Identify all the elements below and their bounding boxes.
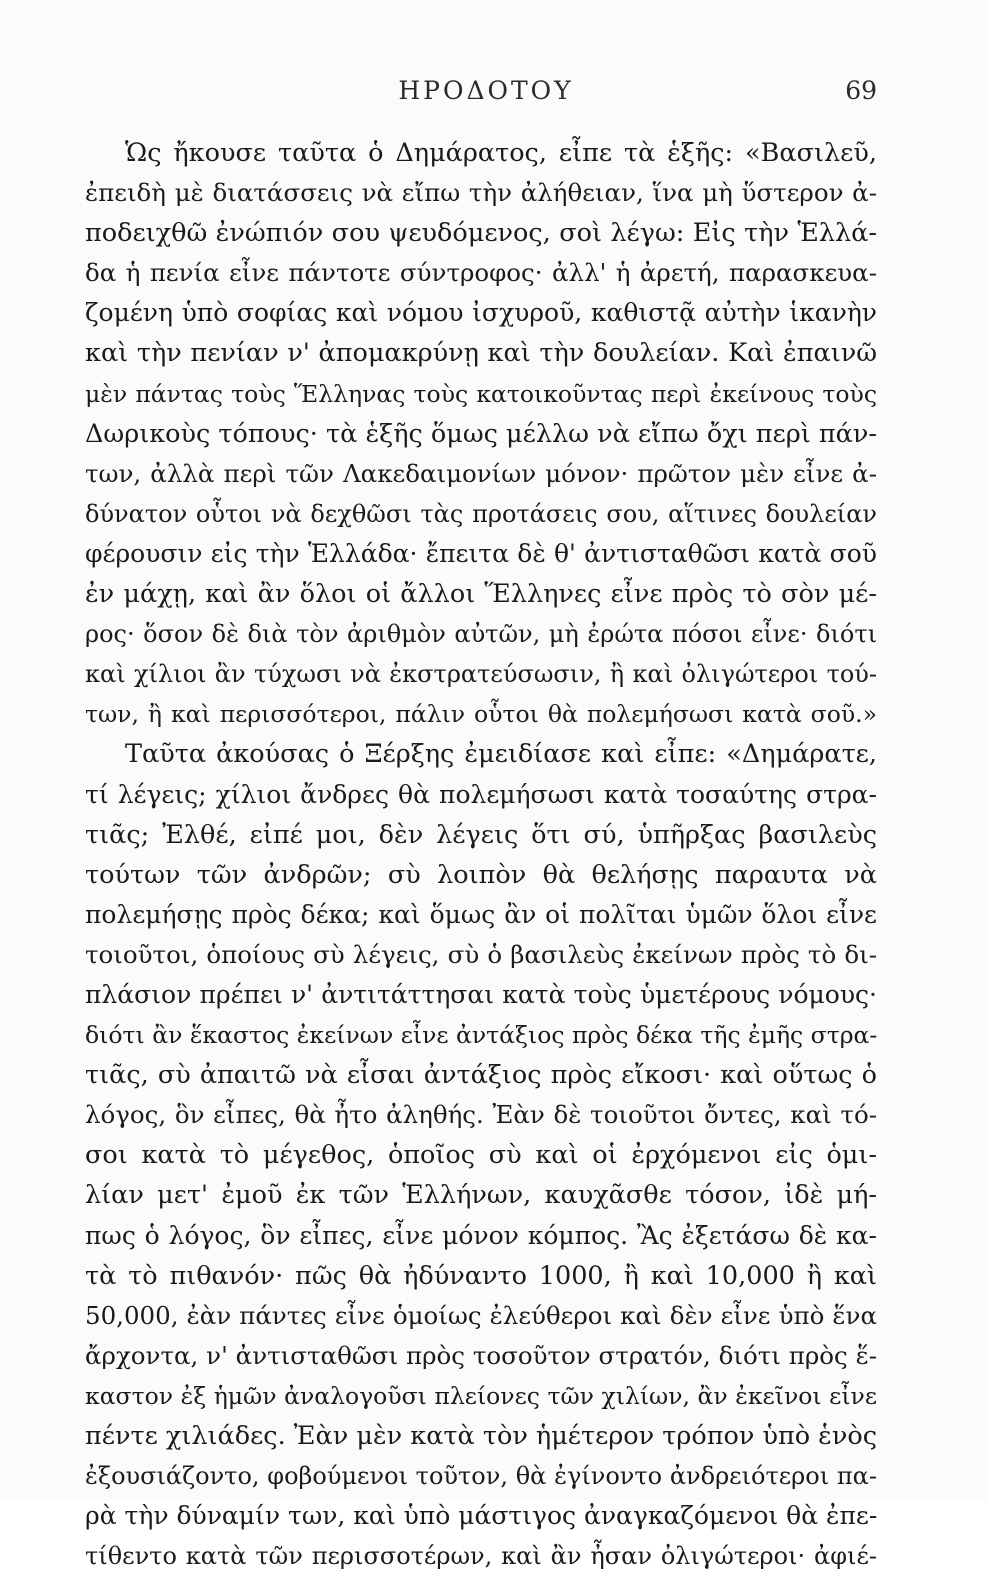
text-line: λίαν μετ' ἐμοῦ ἐκ τῶν Ἑλλήνων, καυχᾶσθε τόσον, ἰδὲ μή- (85, 1180, 877, 1211)
text-line: δα ἡ πενία εἶνε πάντοτε σύντροφος· ἀλλ' ἡ ἀρετή, παρασκευα- (85, 258, 877, 288)
text-line: τίθεντο κατὰ τῶν περισσοτέρων, καὶ ἂν ἦσαν ὀλιγώτεροι· ἀφιέ- (85, 1542, 877, 1571)
text-line: τιᾶς, σὺ ἀπαιτῶ νὰ εἶσαι ἀντάξιος πρὸς εἴκοσι· καὶ οὕτως ὁ (85, 1060, 877, 1091)
running-head (95, 76, 877, 112)
page-number: 69 (845, 76, 877, 105)
text-line: Ταῦτα ἀκούσας ὁ Ξέρξης ἐμειδίασε καὶ εἶπε: «Δημάρατε, (125, 739, 877, 770)
text-line: ποδειχθῶ ἐνώπιόν σου ψευδόμενος, σοὶ λέγω: Εἰς τὴν Ἑλλά- (85, 218, 877, 249)
text-line: δύνατον οὗτοι νὰ δεχθῶσι τὰς προτάσεις σου, αἵτινες δουλείαν (85, 499, 877, 528)
text-line: φέρουσιν εἰς τὴν Ἑλλάδα· ἔπειτα δὲ θ' ἀντισταθῶσι κατὰ σοῦ (85, 538, 877, 568)
text-line: Δωρικοὺς τόπους· τὰ ἑξῆς ὅμως μέλλω νὰ εἴπω ὄχι περὶ πάν- (85, 418, 877, 449)
text-line: καὶ τὴν πενίαν ν' ἀπομακρύνῃ καὶ τὴν δουλείαν. Καὶ ἐπαινῶ (85, 338, 877, 369)
text-line: σοι κατὰ τὸ μέγεθος, ὁποῖος σὺ καὶ οἱ ἐρχόμενοι εἰς ὁμι- (85, 1140, 877, 1171)
text-line: τιᾶς; Ἐλθέ, εἰπέ μοι, δὲν λέγεις ὅτι σύ, ὑπῆρξας βασιλεὺς (85, 819, 877, 850)
text-line: τὰ τὸ πιθανόν· πῶς θὰ ἠδύναντο 1000, ἢ καὶ 10,000 ἢ καὶ (85, 1260, 877, 1291)
text-line: τί λέγεις; χίλιοι ἄνδρες θὰ πολεμήσωσι κατὰ τοσαύτης στρα- (85, 779, 877, 809)
text-line: ζομένη ὑπὸ σοφίας καὶ νόμου ἰσχυροῦ, καθιστᾷ αὐτὴν ἱκανὴν (85, 298, 877, 328)
text-line: πλάσιον πρέπει ν' ἀντιτάττησαι κατὰ τοὺς ὑμετέρους νόμους· (85, 979, 877, 1009)
text-line: μὲν πάντας τοὺς Ἕλληνας τοὺς κατοικοῦντας περὶ ἐκείνους τοὺς (85, 379, 877, 408)
text-line: ρος· ὅσον δὲ διὰ τὸν ἀριθμὸν αὐτῶν, μὴ ἐρώτα πόσοι εἶνε· διότι (85, 620, 877, 649)
text-line: ἄρχοντα, ν' ἀντισταθῶσι πρὸς τοσοῦτον στρατόν, διότι πρὸς ἕ- (85, 1340, 877, 1370)
text-line: πέντε χιλιάδες. Ἐὰν μὲν κατὰ τὸν ἡμέτερον τρόπον ὑπὸ ἑνὸς (85, 1421, 877, 1451)
text-line: τοιοῦτοι, ὁποίους σὺ λέγεις, σὺ ὁ βασιλεὺς ἐκείνων πρὸς τὸ δι- (85, 939, 877, 969)
text-line: διότι ἂν ἕκαστος ἐκείνων εἶνε ἀντάξιος πρὸς δέκα τῆς ἐμῆς στρα- (85, 1021, 877, 1050)
text-line: ἐν μάχῃ, καὶ ἂν ὅλοι οἱ ἄλλοι Ἕλληνες εἶνε πρὸς τὸ σὸν μέ- (85, 579, 877, 610)
text-line: ρὰ τὴν δύναμίν των, καὶ ὑπὸ μάστιγος ἀναγκαζόμενοι θὰ ἐπε- (85, 1501, 877, 1531)
text-line: πολεμήσῃς πρὸς δέκα; καὶ ὅμως ἂν οἱ πολῖται ὑμῶν ὅλοι εἶνε (85, 899, 877, 929)
text-line: των, ἢ καὶ περισσότεροι, πάλιν οὗτοι θὰ πολεμήσωσι κατὰ σοῦ.» (85, 700, 877, 729)
text-line: καστον ἐξ ἡμῶν ἀναλογοῦσι πλείονες τῶν χιλίων, ἂν ἐκεῖνοι εἶνε (85, 1381, 877, 1410)
text-line: τούτων τῶν ἀνδρῶν; σὺ λοιπὸν θὰ θελήσῃς παραυτα νὰ (85, 859, 877, 890)
text-line: λόγος, ὃν εἶπες, θὰ ἦτο ἀληθής. Ἐὰν δὲ τοιοῦτοι ὄντες, καὶ τό- (85, 1100, 877, 1130)
body-text (85, 133, 877, 1576)
text-line: ἐπειδὴ μὲ διατάσσεις νὰ εἴπω τὴν ἀλήθειαν, ἵνα μὴ ὕστερον ἀ- (85, 178, 877, 208)
text-line: των, ἀλλὰ περὶ τῶν Λακεδαιμονίων μόνον· πρῶτον μὲν εἶνε ἀ- (85, 458, 877, 488)
text-line: πως ὁ λόγος, ὃν εἶπες, εἶνε μόνον κόμπος. Ἂς ἐξετάσω δὲ κα- (85, 1220, 877, 1250)
text-line: καὶ χίλιοι ἂν τύχωσι νὰ ἐκστρατεύσωσιν, ἢ καὶ ὀλιγώτεροι τού- (85, 660, 877, 689)
text-line: 50,000, ἐὰν πάντες εἶνε ὁμοίως ἐλεύθεροι καὶ δὲν εἶνε ὑπὸ ἕνα (85, 1300, 877, 1330)
text-line: ἐξουσιάζοντο, φοβούμενοι τοῦτον, θὰ ἐγίνοντο ἀνδρειότεροι πα- (85, 1462, 877, 1491)
text-line: Ὡς ἤκουσε ταῦτα ὁ Δημάρατος, εἶπε τὰ ἑξῆς: «Βασιλεῦ, (125, 138, 877, 168)
running-title: ΗΡΟΔΟΤΟΥ (398, 76, 574, 105)
